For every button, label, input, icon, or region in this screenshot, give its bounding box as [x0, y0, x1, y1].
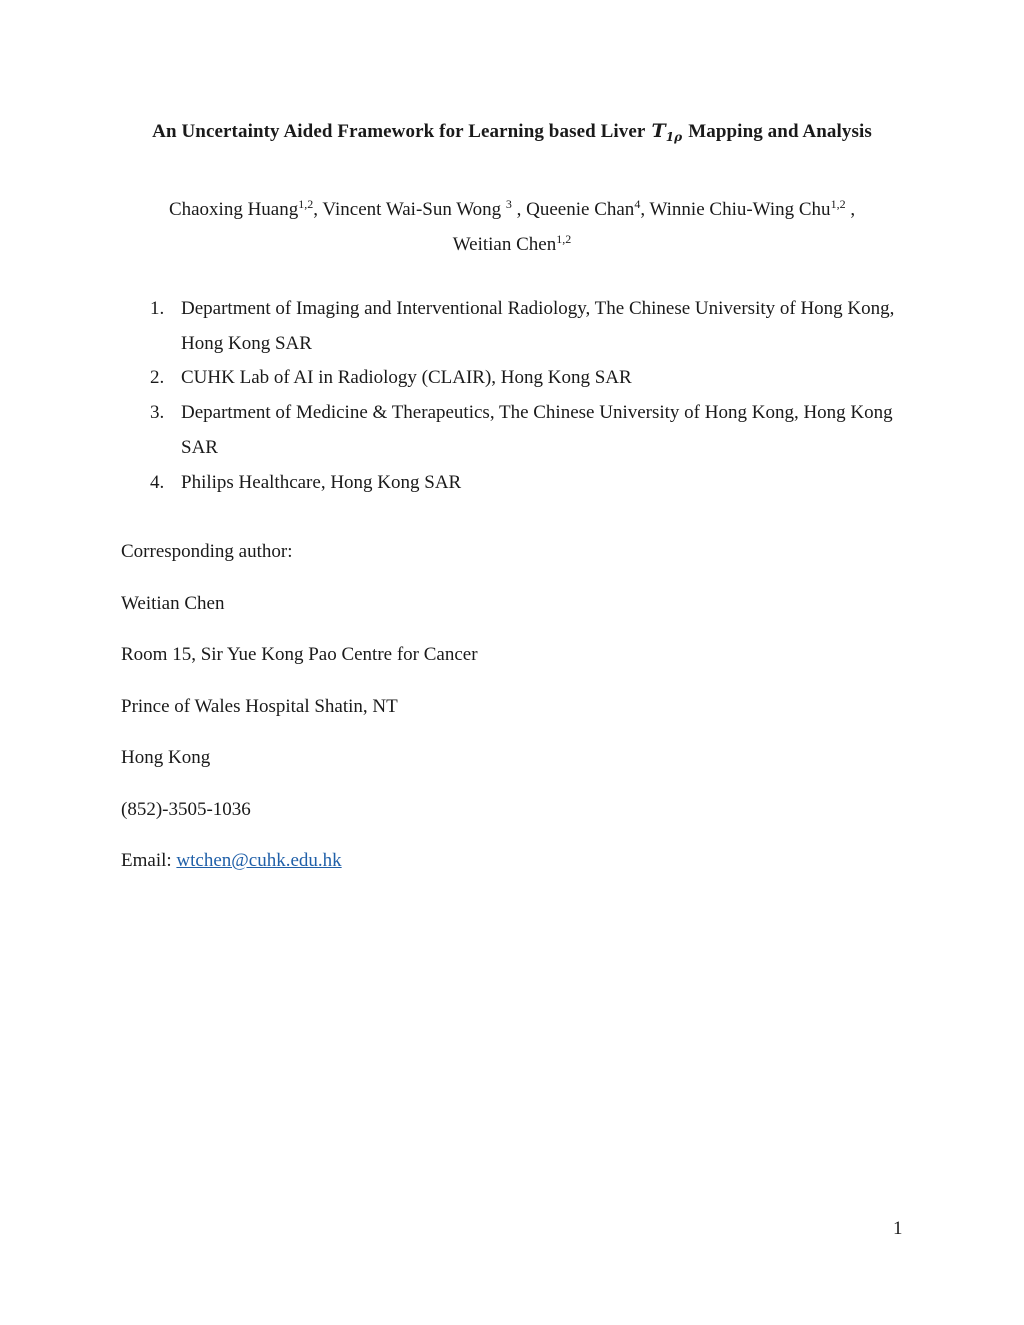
affiliation-text: Department of Medicine & Therapeutics, The Chinese University of Hong Kong, Hong Kong SAR	[181, 402, 893, 458]
address-line-1: Room 15, Sir Yue Kong Pao Centre for Cancer	[121, 644, 478, 665]
affiliation-item	[150, 361, 910, 396]
author-name: Weitian Chen	[452, 234, 557, 255]
affiliation-item	[150, 396, 910, 465]
affiliation-text: CUHK Lab of AI in Radiology (CLAIR), Hong Kong SAR	[181, 367, 632, 389]
email-link[interactable]: wtchen@cuhk.edu.hk	[176, 850, 342, 871]
paper-title	[0, 120, 1024, 144]
author-separator: ,	[313, 199, 323, 220]
address-line-3: Hong Kong	[121, 747, 211, 768]
author-list	[0, 192, 1024, 262]
t1rho-subscript: 1ρ	[665, 130, 683, 144]
corresponding-name: Weitian Chen	[121, 592, 225, 614]
title-text-after: Mapping and Analysis	[688, 121, 872, 142]
affiliation-number: 4.	[150, 471, 165, 493]
affiliation-item	[150, 292, 910, 361]
author-separator: ,	[845, 199, 856, 220]
author-separator: ,	[640, 199, 650, 220]
corresponding-author-block	[121, 537, 478, 898]
author-affil-sup: 1,2	[830, 197, 846, 211]
phone-number: (852)-3505-1036	[121, 798, 251, 820]
author-affil-sup: 1,2	[298, 197, 314, 211]
corresponding-heading: Corresponding author:	[121, 541, 293, 562]
author-name: Chaoxing Huang	[168, 199, 299, 220]
affiliation-number: 3.	[150, 402, 165, 424]
author-name: Queenie Chan	[526, 199, 635, 220]
affiliation-item	[150, 466, 910, 501]
author-name: Winnie Chiu-Wing Chu	[649, 199, 831, 220]
affiliation-number: 2.	[150, 367, 165, 389]
affiliation-text: Department of Imaging and Interventional Radiology, The Chinese University of Hong Kong, Hong Kong SAR	[181, 298, 895, 354]
address-line-2: Prince of Wales Hospital Shatin, NT	[121, 695, 398, 717]
t1rho-symbol	[651, 120, 682, 142]
affiliation-list	[150, 292, 910, 500]
t1rho-main: T	[651, 120, 666, 142]
author-separator: ,	[511, 199, 527, 220]
affiliation-text: Philips Healthcare, Hong Kong SAR	[181, 471, 462, 493]
author-affil-sup: 3	[505, 197, 512, 211]
author-line-2	[0, 227, 1024, 262]
email-label: Email:	[121, 850, 177, 871]
author-name: Vincent Wai-Sun Wong	[322, 199, 506, 220]
page-number: 1	[893, 1218, 903, 1239]
affiliation-number: 1.	[150, 298, 165, 319]
author-affil-sup: 1,2	[556, 232, 572, 246]
title-text-before: An Uncertainty Aided Framework for Learning based Liver	[152, 121, 646, 142]
author-affil-sup: 4	[634, 197, 641, 211]
author-line-1	[0, 192, 1024, 227]
email-line	[121, 846, 478, 898]
